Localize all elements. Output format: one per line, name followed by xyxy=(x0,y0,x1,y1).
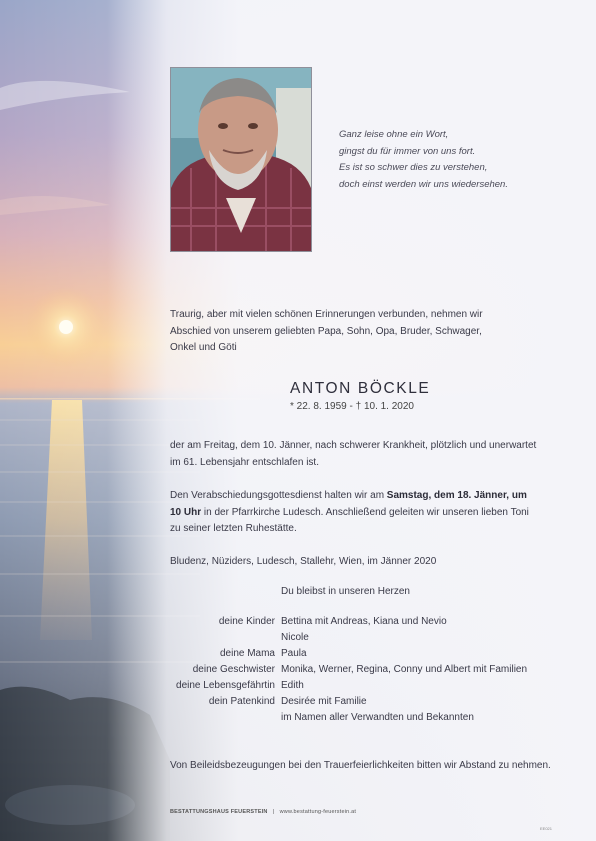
mourner-names: Desirée mit Familie xyxy=(281,696,367,707)
funeral-home-name: BESTATTUNGSHAUS FEUERSTEIN xyxy=(170,809,268,815)
portrait-photo xyxy=(170,67,312,252)
poem-line: Es ist so schwer dies zu verstehen, xyxy=(339,162,488,173)
place-date: Bludenz, Nüziders, Ludesch, Stallehr, Wien, im Jänner 2020 xyxy=(170,556,437,567)
footer-separator: | xyxy=(272,809,275,815)
website-link[interactable]: www.bestattung-feuerstein.at xyxy=(279,809,357,815)
funeral-service-text xyxy=(170,488,540,538)
service-text-before: Den Verabschiedungsgottesdienst halten wir am xyxy=(170,490,387,501)
poem-line: Ganz leise ohne ein Wort, xyxy=(339,129,449,140)
mourner-label: deine Geschwister xyxy=(192,664,275,675)
mourner-label: deine Mama xyxy=(219,648,275,659)
mourner-names: Nicole xyxy=(281,632,309,643)
mourner-names: im Namen aller Verwandten und Bekannten xyxy=(281,712,474,723)
mourner-label: dein Patenkind xyxy=(208,696,275,707)
motto: Du bleibst in unseren Herzen xyxy=(281,586,410,597)
life-dates: * 22. 8. 1959 - † 10. 1. 2020 xyxy=(290,401,414,412)
mourner-label: deine Lebensgefährtin xyxy=(176,680,275,691)
poem-line: doch einst werden wir uns wiedersehen. xyxy=(339,178,508,190)
print-code: EE021 xyxy=(540,826,553,831)
service-text-after: in der Pfarrkirche Ludesch. Anschließend geleiten wir unseren lieben Toni zu seiner letzten Ruhestätte. xyxy=(170,506,529,534)
mourner-names: Monika, Werner, Regina, Conny und Albert mit Familien xyxy=(281,664,528,675)
intro-text: Traurig, aber mit vielen schönen Erinnerungen verbunden, nehmen wir Abschied von unserem geliebten Papa, Sohn, Opa, Bruder, Schwager, Onkel und Göti xyxy=(170,309,483,353)
mourner-label: deine Kinder xyxy=(218,616,275,627)
mourner-names: Bettina mit Andreas, Kiana und Nevio xyxy=(281,616,447,627)
poem xyxy=(339,127,579,193)
poem-line: gingst du für immer von uns fort. xyxy=(339,145,476,157)
mourner-names: Edith xyxy=(281,680,304,691)
mourner-names: Paula xyxy=(281,648,307,659)
death-notice-text: der am Freitag, dem 10. Jänner, nach schwerer Krankheit, plötzlich und unerwartet im 61. Lebensjahr entschlafen ist. xyxy=(170,440,537,468)
footer xyxy=(170,809,356,815)
deceased-name: ANTON BÖCKLE xyxy=(290,380,431,397)
service-date-time: Samstag, dem 18. Jänner, um 10 Uhr xyxy=(170,490,527,518)
condolences-note: Von Beileidsbezeugungen bei den Trauerfeierlichkeiten bitten wir Abstand zu nehmen. xyxy=(170,760,551,771)
